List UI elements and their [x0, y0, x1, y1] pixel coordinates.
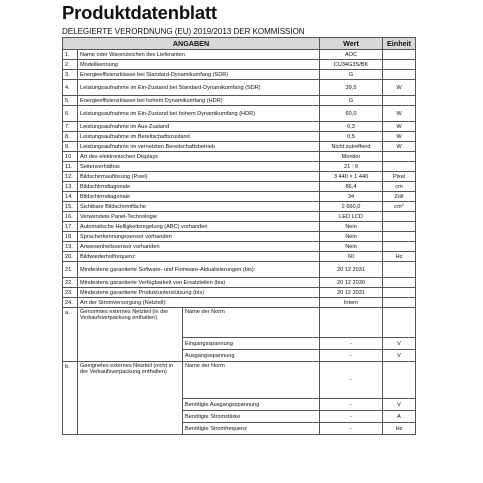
ext-sub-value: -: [320, 399, 383, 411]
row-unit-text: W: [396, 123, 402, 130]
row-number: 11.: [63, 162, 78, 172]
ext-label: Genormtes externes Netzteil (in der Verkaufsverpackung enthalten): [78, 308, 183, 362]
row-value: Monitor: [320, 152, 383, 162]
table-row: [63, 132, 416, 142]
table-row: [63, 262, 416, 278]
table-row: [63, 202, 416, 212]
row-value: 20 12 2031: [320, 262, 383, 278]
row-unit: [383, 142, 416, 152]
row-label: Bildschirmauflösung (Pixel): [78, 172, 320, 182]
row-value: 60,0: [320, 106, 383, 122]
row-number: 20.: [63, 252, 78, 262]
row-unit-superscript: 2: [401, 201, 404, 207]
ext-sub-label: Benötigte Ausgangsspannung: [183, 399, 320, 411]
row-value: CU34G3S/BK: [320, 60, 383, 70]
row-unit: [383, 122, 416, 132]
row-value: 0,5: [320, 132, 383, 142]
row-number: 21.: [63, 262, 78, 278]
row-value: AOC: [320, 50, 383, 60]
row-label: Bildschirmdiagonale: [78, 182, 320, 192]
table-row: [63, 172, 416, 182]
row-value: 3 440 × 1 440: [320, 172, 383, 182]
ext-sub-label: Name der Norm: [183, 308, 320, 338]
row-label: Name oder Warenzeichen des Lieferanten: [78, 50, 320, 60]
row-value: Nicht zutreffend: [320, 142, 383, 152]
row-unit: [383, 262, 416, 278]
row-value: 86,4: [320, 182, 383, 192]
row-value: Intern: [320, 298, 383, 308]
row-value: 2 660,0: [320, 202, 383, 212]
ext-sub-label: Eingangsspannung: [183, 338, 320, 350]
ext-number: b.: [63, 362, 78, 435]
table-row: [63, 362, 416, 399]
row-unit: [383, 182, 416, 192]
row-unit: [383, 278, 416, 288]
row-unit: [383, 192, 416, 202]
ext-sub-value: -: [320, 411, 383, 423]
row-unit: [383, 202, 416, 212]
row-unit-text: W: [396, 84, 402, 91]
row-value: 39,5: [320, 80, 383, 96]
row-value: G: [320, 96, 383, 106]
row-unit: [383, 70, 416, 80]
table-row: [63, 212, 416, 222]
row-label: Verwendete Panel-Technologie: [78, 212, 320, 222]
row-unit: [383, 152, 416, 162]
row-unit-text: W: [396, 110, 402, 117]
table-row: [63, 162, 416, 172]
row-unit: [383, 252, 416, 262]
page-subtitle: DELEGIERTE VERORDNUNG (EU) 2019/2013 DER KOMMISSION: [62, 27, 305, 36]
row-label: Seitenverhältnis: [78, 162, 320, 172]
ext-sub-label: Ausgangsspannung: [183, 350, 320, 362]
table-row: [63, 70, 416, 80]
row-unit: [383, 172, 416, 182]
row-value: 20 12 2031: [320, 288, 383, 298]
row-label: Anwesenheitssensor vorhanden: [78, 242, 320, 252]
row-label: Spracherkennungssensor vorhanden: [78, 232, 320, 242]
ext-number: a.: [63, 308, 78, 362]
row-unit-text: W: [396, 133, 402, 140]
row-value: 0,3: [320, 122, 383, 132]
row-number: 10.: [63, 152, 78, 162]
table-row: [63, 152, 416, 162]
table-row: [63, 192, 416, 202]
table-row: [63, 278, 416, 288]
row-number: 6.: [63, 106, 78, 122]
row-unit: [383, 132, 416, 142]
row-unit-text: Zoll: [394, 193, 404, 200]
row-unit: [383, 288, 416, 298]
table-row: [63, 80, 416, 96]
table-row: [63, 308, 416, 338]
ext-sub-unit: [383, 308, 416, 338]
row-label: Leistungsaufnahme im Aus-Zustand: [78, 122, 320, 132]
row-value: 60: [320, 252, 383, 262]
datasheet-table: [62, 37, 416, 435]
table-header-row: [63, 38, 416, 50]
row-unit-text: cm: [394, 203, 402, 210]
row-value: LED LCD: [320, 212, 383, 222]
table-row: [63, 242, 416, 252]
row-unit: [383, 242, 416, 252]
row-label: Energieeffizienzklasse bei hohem Dynamikumfang (HDR): [78, 96, 320, 106]
row-unit: [383, 212, 416, 222]
ext-sub-value: -: [320, 338, 383, 350]
row-number: 12.: [63, 172, 78, 182]
row-value: 21 : 9: [320, 162, 383, 172]
row-unit: [383, 232, 416, 242]
table-row: [63, 60, 416, 70]
row-number: 9.: [63, 142, 78, 152]
table-row: [63, 142, 416, 152]
row-unit: [383, 50, 416, 60]
row-number: 19.: [63, 242, 78, 252]
ext-sub-unit: V: [383, 338, 416, 350]
row-value: 20 12 2030: [320, 278, 383, 288]
row-unit-text: cm: [395, 183, 403, 190]
header-wert: Wert: [320, 38, 383, 50]
row-number: 13.: [63, 182, 78, 192]
row-number: 22.: [63, 278, 78, 288]
row-number: 18.: [63, 232, 78, 242]
row-label: Modellkennung: [78, 60, 320, 70]
row-value: G: [320, 70, 383, 80]
ext-sub-unit: V: [383, 350, 416, 362]
row-label: Bildwiederholfrequenz: [78, 252, 320, 262]
row-label: Automatische Helligkeitsregelung (ABC) vorhanden: [78, 222, 320, 232]
table-row: [63, 232, 416, 242]
page-title: Produktdatenblatt: [62, 2, 217, 23]
row-label: Leistungsaufnahme im Bereitschaftszustand: [78, 132, 320, 142]
row-number: 8.: [63, 132, 78, 142]
row-number: 4.: [63, 80, 78, 96]
row-unit-text: Hz: [395, 253, 403, 260]
row-label: Leistungsaufnahme im vernetzten Bereitschaftsbetrieb: [78, 142, 320, 152]
table-row: [63, 288, 416, 298]
row-unit: [383, 60, 416, 70]
ext-sub-label: Benötigte Stromfrequenz: [183, 423, 320, 435]
table-row: [63, 50, 416, 60]
ext-label: Geeignetes externes Netzteil (nicht in der Verkaufsverpackung enthalten): [78, 362, 183, 435]
row-number: 23.: [63, 288, 78, 298]
row-unit-text: Pixel: [392, 173, 406, 180]
row-number: 2.: [63, 60, 78, 70]
row-unit: [383, 106, 416, 122]
row-number: 1.: [63, 50, 78, 60]
ext-sub-value: -: [320, 350, 383, 362]
row-unit: [383, 222, 416, 232]
ext-sub-value: -: [320, 362, 383, 399]
table-row: [63, 182, 416, 192]
row-number: 5.: [63, 96, 78, 106]
row-label: Mindestens garantierte Verfügbarkeit von Ersatzteilen (bis): [78, 278, 320, 288]
row-value: Nein: [320, 242, 383, 252]
row-label: Art der Stromversorgung (Netzteil):: [78, 298, 320, 308]
table-row: [63, 96, 416, 106]
ext-sub-unit: Hz: [383, 423, 416, 435]
row-number: 3.: [63, 70, 78, 80]
ext-sub-label: Name der Norm: [183, 362, 320, 399]
row-number: 16.: [63, 212, 78, 222]
header-angaben: ANGABEN: [63, 38, 320, 50]
header-einheit: Einheit: [383, 38, 416, 50]
table-row: [63, 222, 416, 232]
row-label: Sichtbare Bildschirmfläche: [78, 202, 320, 212]
row-label: Mindestens garantierte Produktunterstützung (bis): [78, 288, 320, 298]
table-row: [63, 106, 416, 122]
row-label: Art des elektronischen Displays: [78, 152, 320, 162]
table-row: [63, 122, 416, 132]
row-number: 24.: [63, 298, 78, 308]
row-label: Leistungsaufnahme im Ein-Zustand bei Standard-Dynamikumfang (SDR): [78, 80, 320, 96]
ext-sub-unit: [383, 362, 416, 399]
row-label: Mindestens garantierte Software- und Firmware-Aktualisierungen (bis):: [78, 262, 320, 278]
row-unit-text: W: [396, 143, 402, 150]
row-label: Leistungsaufnahme im Ein-Zustand bei hohem Dynamikumfang (HDR): [78, 106, 320, 122]
row-value: Nein: [320, 232, 383, 242]
row-number: 15.: [63, 202, 78, 212]
row-label: Energieeffizienzklasse bei Standard-Dynamikumfang (SDR): [78, 70, 320, 80]
ext-sub-value: [320, 308, 383, 338]
row-unit: [383, 298, 416, 308]
ext-sub-unit: V: [383, 399, 416, 411]
row-value: 34: [320, 192, 383, 202]
row-unit: [383, 162, 416, 172]
row-number: 17.: [63, 222, 78, 232]
ext-sub-label: Benötigte Stromstärke: [183, 411, 320, 423]
row-label: Bildschirmdiagonale: [78, 192, 320, 202]
ext-sub-value: -: [320, 423, 383, 435]
table-row: [63, 252, 416, 262]
row-number: 14.: [63, 192, 78, 202]
row-unit: [383, 96, 416, 106]
ext-sub-unit: A: [383, 411, 416, 423]
row-value: Nein: [320, 222, 383, 232]
row-number: 7.: [63, 122, 78, 132]
row-unit: [383, 80, 416, 96]
table-row: [63, 298, 416, 308]
